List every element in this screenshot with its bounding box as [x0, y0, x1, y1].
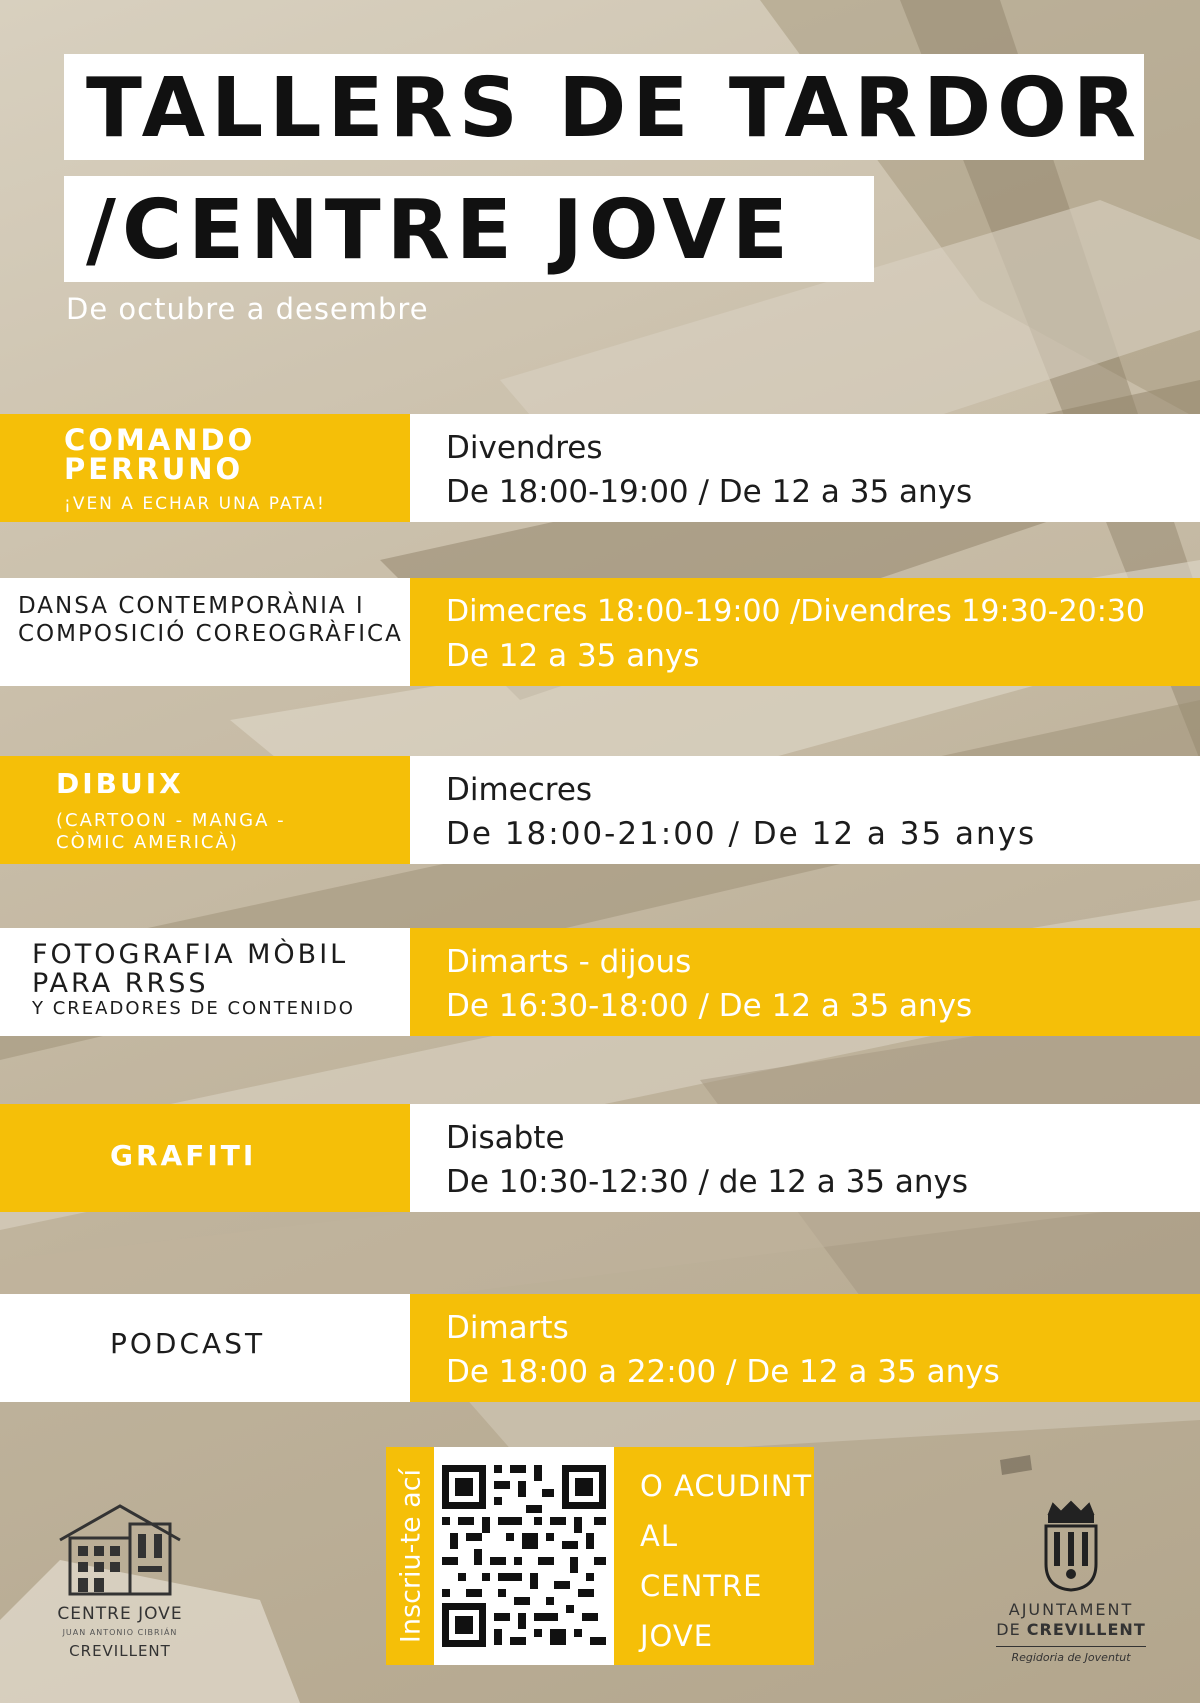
workshop-schedule-panel: [410, 928, 1200, 1036]
workshop-name-panel: [0, 1104, 410, 1212]
workshop-schedule-panel: [410, 1294, 1200, 1402]
workshop-schedule-panel: [410, 1104, 1200, 1212]
workshop-name-panel: [0, 414, 410, 522]
ajuntament-logo-line2-name: CREVILLENT: [1026, 1620, 1146, 1639]
workshop-subtitle: Y CREADORES DE CONTENIDO: [32, 998, 355, 1019]
workshop-schedule-panel: [410, 578, 1200, 686]
signup-vertical-text: Inscriu-te ací: [395, 1468, 427, 1644]
signup-alt-line2: AL: [640, 1519, 678, 1553]
centre-jove-logo-line2: JUAN ANTONIO CIBRIÁN: [62, 1628, 178, 1637]
workshop-schedule-panel: [410, 414, 1200, 522]
ajuntament-logo-line2-prefix: DE: [996, 1620, 1027, 1639]
workshop-name-panel: [0, 756, 410, 864]
workshop-schedule-panel: [410, 756, 1200, 864]
workshop-name: PODCAST: [110, 1327, 266, 1360]
workshop-name: GRAFITI: [110, 1139, 257, 1172]
signup-alt-text: [640, 1461, 812, 1661]
workshop-time: De 18:00 a 22:00 / De 12 a 35 anys: [446, 1354, 1000, 1390]
workshop-time: De 18:00-21:00 / De 12 a 35 anys: [446, 816, 1037, 852]
signup-alt-line4: JOVE: [640, 1619, 714, 1653]
workshop-name-panel: [0, 1294, 410, 1402]
workshop-day: Dimarts - dijous: [446, 944, 692, 980]
workshop-day: Divendres: [446, 430, 603, 466]
workshop-row-fotografia: [0, 928, 1200, 1036]
workshop-subtitle: ¡VEN A ECHAR UNA PATA!: [64, 494, 326, 514]
workshop-subtitle: (CARTOON - MANGA - CÒMIC AMERICÀ): [56, 810, 286, 853]
signup-alt-line3: CENTRE: [640, 1569, 763, 1603]
ajuntament-logo-line1: AJUNTAMENT: [1008, 1600, 1134, 1619]
workshop-time: De 10:30-12:30 / de 12 a 35 anys: [446, 1164, 969, 1200]
page-subtitle: De octubre a desembre: [66, 292, 429, 326]
coat-of-arms-icon: [996, 1500, 1146, 1592]
workshop-name-panel: [0, 578, 410, 686]
building-icon: [50, 1500, 190, 1596]
workshop-day: Disabte: [446, 1120, 565, 1156]
workshop-row-dibuix: [0, 756, 1200, 864]
workshop-row-grafiti: [0, 1104, 1200, 1212]
page-title-line2: /CENTRE JOVE: [64, 176, 874, 282]
workshop-name: DANSA CONTEMPORÀNIA I COMPOSICIÓ COREOGRÀFICA: [18, 593, 403, 647]
workshop-row-podcast: [0, 1294, 1200, 1402]
centre-jove-logo: [50, 1500, 190, 1680]
workshop-time: De 16:30-18:00 / De 12 a 35 anys: [446, 988, 973, 1024]
workshop-row-dansa: [0, 578, 1200, 686]
ajuntament-logo-line3: Regidoria de Joventut: [996, 1646, 1146, 1664]
workshop-name: FOTOGRAFIA MÒBIL PARA RRSS: [32, 939, 349, 999]
ajuntament-logo: [996, 1500, 1146, 1690]
workshop-row-comando-perruno: [0, 414, 1200, 522]
workshop-name: DIBUIX: [56, 767, 184, 800]
workshop-time: De 18:00-19:00 / De 12 a 35 anys: [446, 474, 973, 510]
signup-panel: [386, 1447, 814, 1665]
signup-alt-line1: O ACUDINT: [640, 1469, 813, 1503]
qr-code[interactable]: [434, 1447, 614, 1665]
page-title-line1: TALLERS DE TARDOR: [64, 54, 1144, 160]
workshop-day: Dimecres: [446, 772, 593, 808]
workshop-time: De 12 a 35 anys: [446, 638, 700, 674]
signup-vertical-label: [390, 1447, 432, 1665]
workshop-name-panel: [0, 928, 410, 1036]
workshop-name: COMANDO PERRUNO: [64, 423, 256, 486]
centre-jove-logo-line1: CENTRE JOVE: [57, 1604, 183, 1624]
workshop-day: Dimarts: [446, 1310, 569, 1346]
ajuntament-logo-line2: [996, 1620, 1146, 1639]
centre-jove-logo-line3: CREVILLENT: [69, 1642, 171, 1660]
workshop-day: Dimecres 18:00-19:00 /Divendres 19:30-20:30: [446, 594, 1146, 629]
